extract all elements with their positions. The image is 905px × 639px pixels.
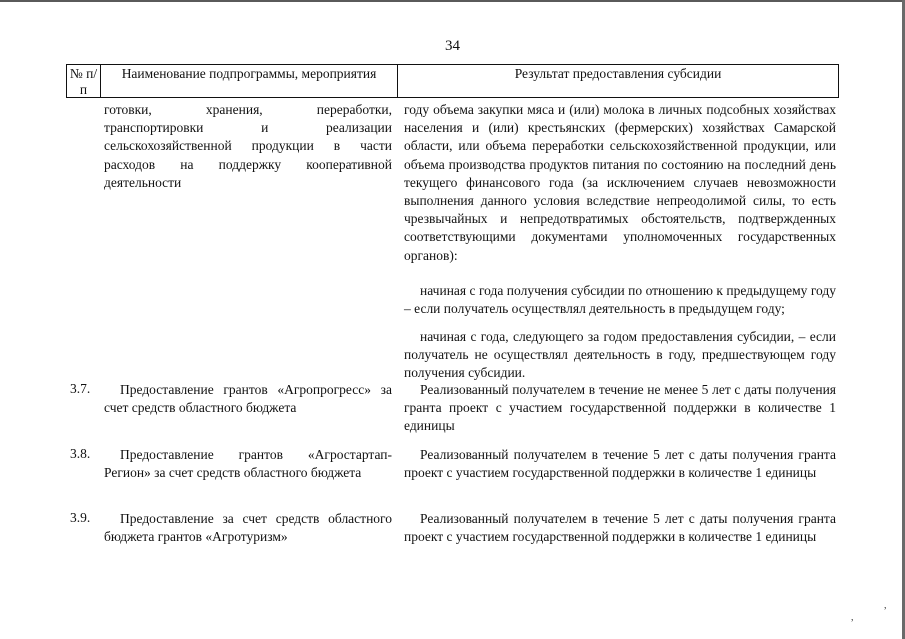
header-name-column: Наименование подпрограммы, мероприятия xyxy=(101,65,398,97)
table-header xyxy=(66,64,839,98)
continuation-result-paragraph-3: начиная с года, следующего за годом предоставления субсидии, – если получатель не осуществлял деятельность в году, предшествующем году получения субсидии. xyxy=(404,329,836,381)
row-3-8-number: 3.8. xyxy=(70,446,91,461)
scan-speck: , xyxy=(884,600,887,611)
row-3-7-number: 3.7. xyxy=(70,381,91,396)
row-3-9-number: 3.9. xyxy=(70,510,91,525)
row-3-7-name: Предоставление грантов «Агропрогресс» за счет средств областного бюджета xyxy=(104,382,392,416)
continuation-result-paragraph-2: начиная с года получения субсидии по отношению к предыдущему году – если получатель осуществлял деятельность в предыдущем году; xyxy=(404,283,836,317)
row-3-9-name: Предоставление за счет средств областного бюджета грантов «Агротуризм» xyxy=(104,511,392,545)
scan-speck: , xyxy=(851,612,854,623)
row-3-8-name: Предоставление грантов «Агростартап-Регион» за счет средств областного бюджета xyxy=(104,447,392,481)
row-3-9-result: Реализованный получателем в течение 5 лет с даты получения гранта проект с участием государственной поддержки в количестве 1 единицы xyxy=(404,511,836,545)
page-number: 34 xyxy=(445,38,460,54)
header-num-column: № п/п xyxy=(67,65,101,97)
header-result-column: Результат предоставления субсидии xyxy=(514,66,722,81)
continuation-name: готовки, хранения, переработки, транспортировки и реализации сельскохозяйственной продукции в части расходов на поддержку кооперативной деятельности xyxy=(104,102,392,190)
page-top-edge xyxy=(0,0,905,2)
row-3-7-result: Реализованный получателем в течение не менее 5 лет с даты получения гранта проект с участием государственной поддержки в количестве 1 единицы xyxy=(404,382,836,434)
row-3-8-result: Реализованный получателем в течение 5 лет с даты получения гранта проект с участием государственной поддержки в количестве 1 единицы xyxy=(404,447,836,481)
continuation-result-main: году объема закупки мяса и (или) молока в личных подсобных хозяйствах населения и (или) крестьянских (фермерских) хозяйствах Самарской области, или объема переработки сельскохозяйственной продукции, или объема производства продуктов питания по состоянию на последний день текущего финансового года (за исключением случаев невозможности выполнения данного условия вследствие непреодолимой силы, то есть чрезвычайных и непредотвратимых обстоятельств, подтвержденных соответствующими документами уполномоченных государственных органов): xyxy=(404,102,836,263)
